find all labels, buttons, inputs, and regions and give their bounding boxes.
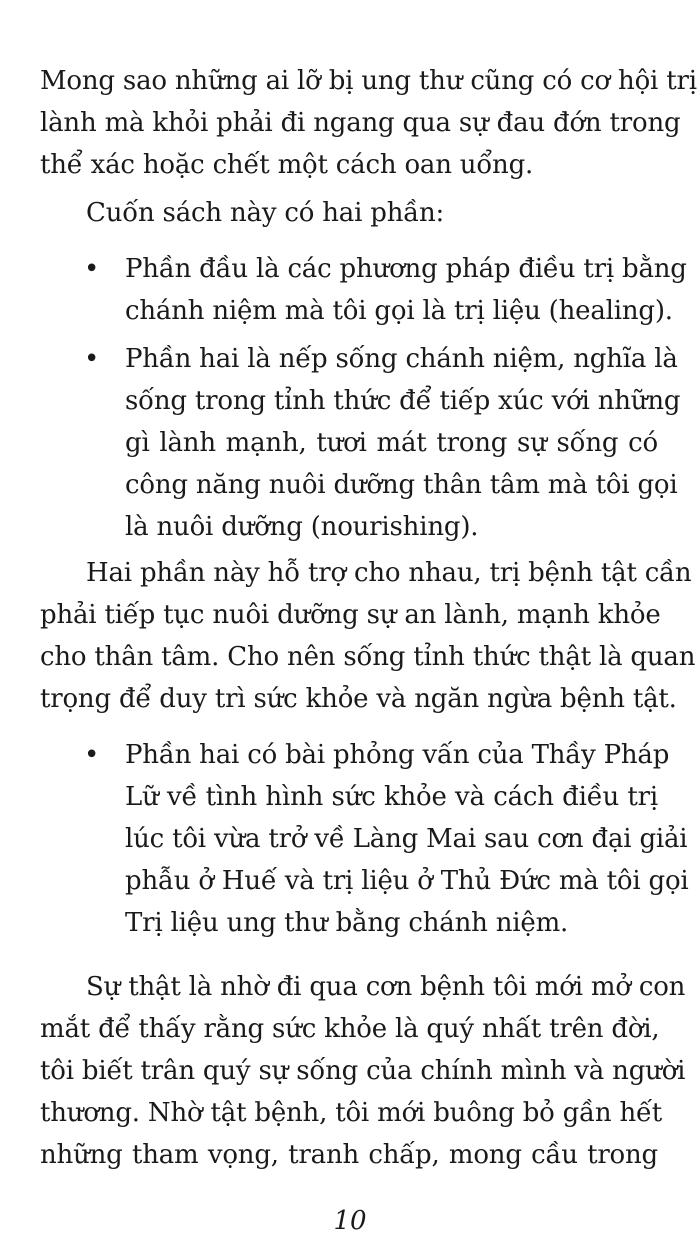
text-line: công năng nuôi dưỡng thân tâm mà tôi gọi bbox=[125, 470, 678, 500]
text-line: thương. Nhờ tật bệnh, tôi mới buông bỏ gần hết bbox=[40, 1098, 663, 1128]
text-line: phẫu ở Huế và trị liệu ở Thủ Đức mà tôi gọi bbox=[125, 866, 689, 896]
text-line: Phần đầu là các phương pháp điều trị bằng bbox=[125, 254, 687, 284]
text-line: Cuốn sách này có hai phần: bbox=[86, 198, 445, 228]
text-line: Phần hai có bài phỏng vấn của Thầy Pháp bbox=[125, 740, 670, 770]
bullet-marker: • bbox=[84, 740, 100, 770]
text-line: thể xác hoặc chết một cách oan uổng. bbox=[40, 150, 534, 180]
text-line: Sự thật là nhờ đi qua cơn bệnh tôi mới mở con bbox=[86, 972, 686, 1002]
text-line: những tham vọng, tranh chấp, mong cầu trong bbox=[40, 1140, 658, 1170]
text-line: Phần hai là nếp sống chánh niệm, nghĩa là bbox=[125, 344, 678, 374]
text-line: gì lành mạnh, tươi mát trong sự sống có bbox=[125, 428, 658, 458]
text-line: tôi biết trân quý sự sống của chính mình và người bbox=[40, 1056, 686, 1086]
text-line: cho thân tâm. Cho nên sống tỉnh thức thật là quan bbox=[40, 642, 696, 672]
text-line: chánh niệm mà tôi gọi là trị liệu (healing). bbox=[125, 296, 673, 326]
text-line: lúc tôi vừa trở về Làng Mai sau cơn đại giải bbox=[125, 824, 688, 854]
text-line: phải tiếp tục nuôi dưỡng sự an lành, mạnh khỏe bbox=[40, 600, 661, 630]
text-line: Mong sao những ai lỡ bị ung thư cũng có cơ hội trị bbox=[40, 66, 697, 96]
bullet-marker: • bbox=[84, 344, 100, 374]
text-line: Lữ về tình hình sức khỏe và cách điều trị bbox=[125, 782, 658, 812]
text-line: là nuôi dưỡng (nourishing). bbox=[125, 512, 479, 542]
text-line: sống trong tỉnh thức để tiếp xúc với những bbox=[125, 386, 681, 416]
bullet-marker: • bbox=[84, 254, 100, 284]
text-line: trọng để duy trì sức khỏe và ngăn ngừa bệnh tật. bbox=[40, 684, 677, 714]
text-line: lành mà khỏi phải đi ngang qua sự đau đớn trong bbox=[40, 108, 681, 138]
page-number: 10 bbox=[333, 1206, 367, 1236]
text-line: Trị liệu ung thư bằng chánh niệm. bbox=[125, 908, 569, 938]
text-line: Hai phần này hỗ trợ cho nhau, trị bệnh tật cần bbox=[86, 558, 692, 588]
text-line: mắt để thấy rằng sức khỏe là quý nhất trên đời, bbox=[40, 1014, 660, 1044]
